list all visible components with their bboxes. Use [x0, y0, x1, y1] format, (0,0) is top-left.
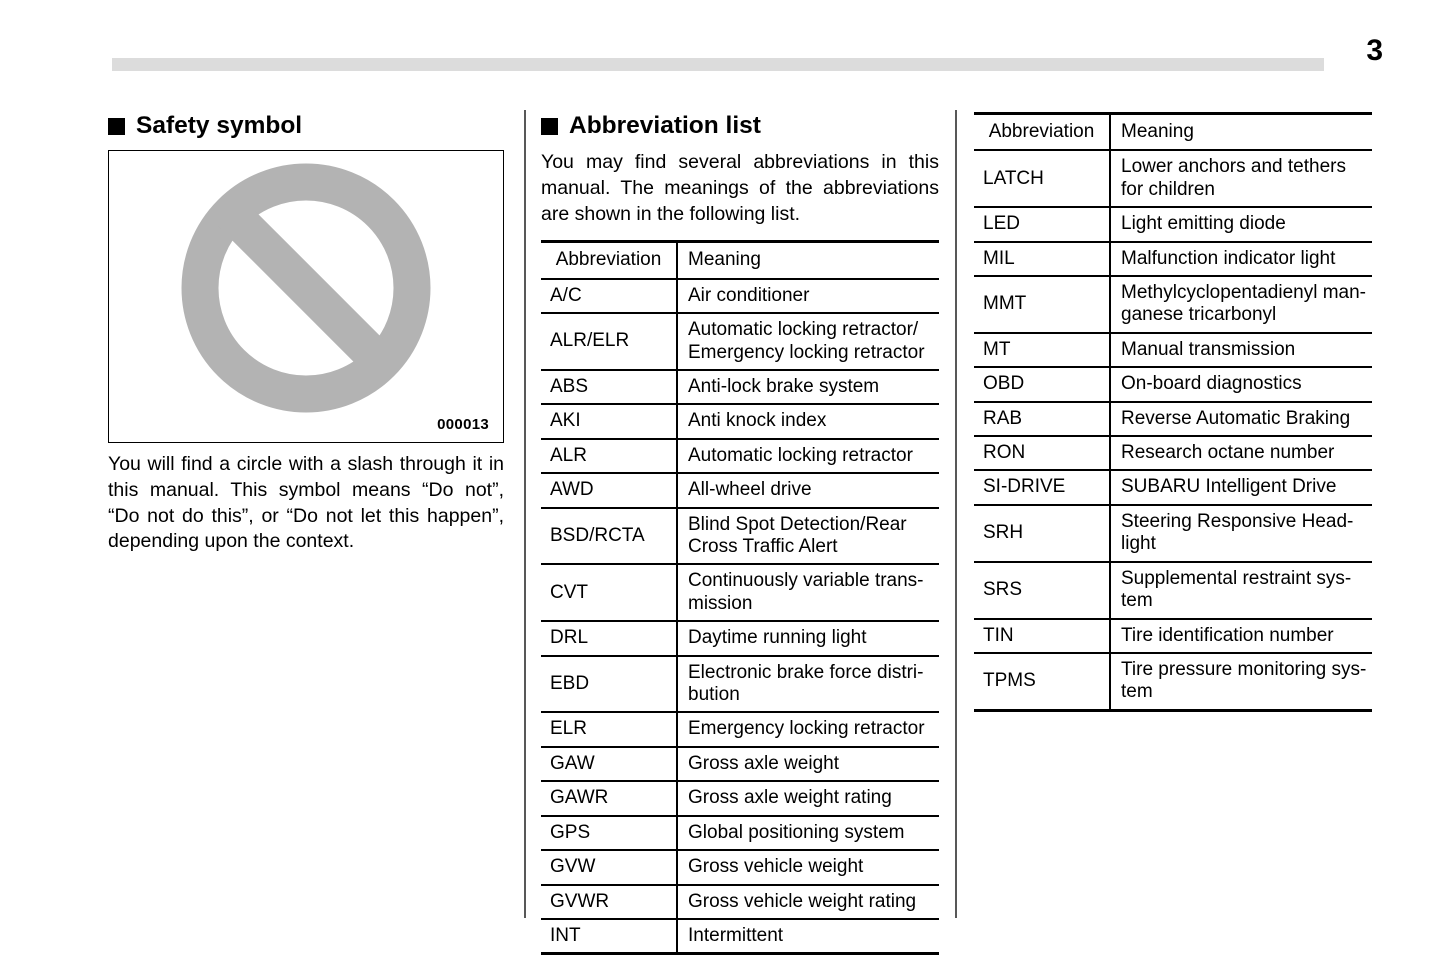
cell-meaning: Tire pressure monitoring sys- tem [1110, 653, 1372, 710]
page-number: 3 [1366, 34, 1383, 67]
cell-meaning: Reverse Automatic Braking [1110, 402, 1372, 436]
cell-abbreviation: AWD [541, 473, 677, 507]
cell-meaning: Blind Spot Detection/Rear Cross Traffic Alert [677, 508, 939, 565]
table-row [974, 619, 1372, 653]
table-row [541, 508, 939, 565]
table-row [974, 436, 1372, 470]
cell-meaning: Methylcyclopentadienyl man- ganese tricarbonyl [1110, 276, 1372, 333]
heading-bullet-square-icon [541, 118, 558, 135]
cell-meaning: Supplemental restraint sys- tem [1110, 562, 1372, 619]
table-row [974, 276, 1372, 333]
column-left [108, 112, 508, 555]
cell-meaning: Anti knock index [677, 404, 939, 438]
cell-meaning: Daytime running light [677, 621, 939, 655]
safety-symbol-figure [108, 150, 504, 443]
cell-abbreviation: OBD [974, 367, 1110, 401]
abbreviation-table-middle [541, 240, 939, 955]
table-row [541, 919, 939, 954]
column-right [974, 112, 1374, 712]
table-row [541, 656, 939, 713]
column-middle [541, 112, 941, 955]
cell-abbreviation: BSD/RCTA [541, 508, 677, 565]
cell-abbreviation: TIN [974, 619, 1110, 653]
table-row [974, 470, 1372, 504]
table-row [541, 781, 939, 815]
table-row [541, 564, 939, 621]
abbreviation-list-intro: You may find several abbreviations in this manual. The meanings of the abbreviations are shown in the following list. [541, 151, 939, 225]
cell-abbreviation: DRL [541, 621, 677, 655]
table-row [541, 473, 939, 507]
table-row [541, 850, 939, 884]
abbreviation-list-heading-label: Abbreviation list [569, 112, 761, 139]
table-row [974, 402, 1372, 436]
cell-meaning: Continuously variable trans- mission [677, 564, 939, 621]
cell-meaning: Gross vehicle weight rating [677, 885, 939, 919]
cell-meaning: Automatic locking retractor/ Emergency locking retractor [677, 313, 939, 370]
cell-meaning: Light emitting diode [1110, 207, 1372, 241]
cell-abbreviation: MMT [974, 276, 1110, 333]
table-row [541, 712, 939, 746]
cell-meaning: Gross axle weight rating [677, 781, 939, 815]
cell-abbreviation: GVWR [541, 885, 677, 919]
table-row [974, 505, 1372, 562]
table-row [541, 404, 939, 438]
cell-meaning: All-wheel drive [677, 473, 939, 507]
cell-meaning: On-board diagnostics [1110, 367, 1372, 401]
table-row [541, 747, 939, 781]
cell-abbreviation: RON [974, 436, 1110, 470]
column-divider-left [524, 110, 526, 918]
cell-meaning: Electronic brake force distri- bution [677, 656, 939, 713]
cell-meaning: Tire identification number [1110, 619, 1372, 653]
table-row [541, 621, 939, 655]
safety-symbol-heading [108, 112, 508, 140]
cell-abbreviation: GVW [541, 850, 677, 884]
table-header-row [974, 114, 1372, 151]
cell-meaning: Manual transmission [1110, 333, 1372, 367]
cell-meaning: Intermittent [677, 919, 939, 954]
table-row [974, 333, 1372, 367]
cell-abbreviation: ALR/ELR [541, 313, 677, 370]
table-row [541, 439, 939, 473]
header-rule [112, 58, 1324, 71]
cell-meaning: Gross axle weight [677, 747, 939, 781]
cell-meaning: Lower anchors and tethers for children [1110, 150, 1372, 207]
safety-symbol-heading-label: Safety symbol [136, 112, 303, 139]
table-row [974, 207, 1372, 241]
cell-meaning: Steering Responsive Head- light [1110, 505, 1372, 562]
cell-abbreviation: ALR [541, 439, 677, 473]
column-header-meaning: Meaning [677, 242, 939, 279]
cell-abbreviation: SRH [974, 505, 1110, 562]
cell-abbreviation: MIL [974, 242, 1110, 276]
table-row [974, 150, 1372, 207]
cell-abbreviation: SI-DRIVE [974, 470, 1110, 504]
safety-symbol-description: You will find a circle with a slash through it in this manual. This symbol means “Do not”, “Do not do this”, or “Do not let this happen”, depending upon the context. [108, 453, 504, 553]
table-row [541, 816, 939, 850]
cell-abbreviation: LATCH [974, 150, 1110, 207]
figure-code-label: 000013 [437, 416, 489, 434]
cell-meaning: Malfunction indicator light [1110, 242, 1372, 276]
cell-meaning: Anti-lock brake system [677, 370, 939, 404]
abbreviation-list-heading [541, 112, 941, 140]
cell-meaning: Automatic locking retractor [677, 439, 939, 473]
table-row [974, 653, 1372, 710]
table-row [541, 279, 939, 313]
cell-abbreviation: GAW [541, 747, 677, 781]
prohibition-symbol-icon [181, 163, 431, 413]
cell-meaning: Global positioning system [677, 816, 939, 850]
cell-abbreviation: ABS [541, 370, 677, 404]
table-row [974, 242, 1372, 276]
table-row [541, 313, 939, 370]
heading-bullet-square-icon [108, 118, 125, 135]
cell-abbreviation: MT [974, 333, 1110, 367]
cell-abbreviation: A/C [541, 279, 677, 313]
cell-abbreviation: RAB [974, 402, 1110, 436]
cell-abbreviation: AKI [541, 404, 677, 438]
cell-meaning: Air conditioner [677, 279, 939, 313]
cell-abbreviation: CVT [541, 564, 677, 621]
table-row [541, 885, 939, 919]
cell-meaning: Research octane number [1110, 436, 1372, 470]
column-divider-right [955, 110, 957, 918]
cell-abbreviation: SRS [974, 562, 1110, 619]
column-header-abbreviation: Abbreviation [974, 114, 1110, 151]
cell-abbreviation: GPS [541, 816, 677, 850]
column-header-abbreviation: Abbreviation [541, 242, 677, 279]
cell-abbreviation: GAWR [541, 781, 677, 815]
cell-abbreviation: ELR [541, 712, 677, 746]
abbreviation-table-right [974, 112, 1372, 712]
table-row [974, 367, 1372, 401]
column-header-meaning: Meaning [1110, 114, 1372, 151]
cell-abbreviation: INT [541, 919, 677, 954]
cell-meaning: SUBARU Intelligent Drive [1110, 470, 1372, 504]
table-header-row [541, 242, 939, 279]
table-row [974, 562, 1372, 619]
cell-meaning: Gross vehicle weight [677, 850, 939, 884]
cell-abbreviation: LED [974, 207, 1110, 241]
cell-meaning: Emergency locking retractor [677, 712, 939, 746]
cell-abbreviation: EBD [541, 656, 677, 713]
cell-abbreviation: TPMS [974, 653, 1110, 710]
table-row [541, 370, 939, 404]
